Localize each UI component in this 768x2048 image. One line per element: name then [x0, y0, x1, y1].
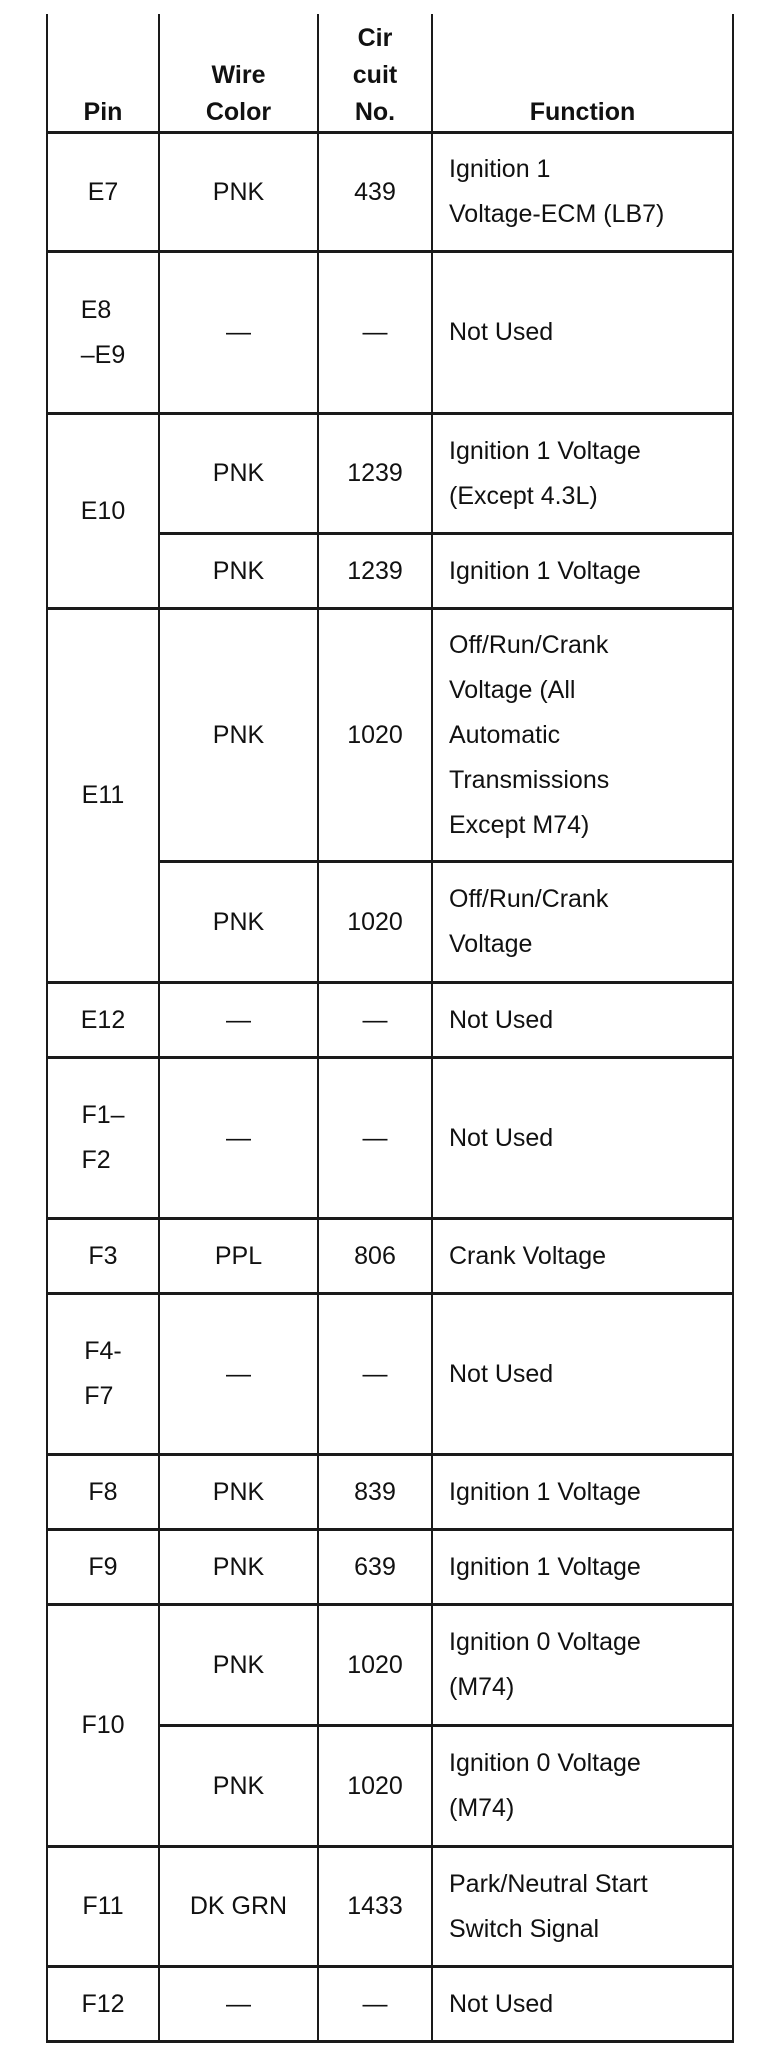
function-cell: Crank Voltage	[432, 1219, 733, 1294]
circuit-cell: 1239	[318, 534, 432, 609]
wire-color-cell: —	[159, 1294, 318, 1455]
pin-cell: E8 –E9	[47, 252, 159, 414]
pin-cell: E10	[47, 414, 159, 609]
table-header-row	[47, 14, 733, 133]
pin-cell: F3	[47, 1219, 159, 1294]
wire-color-cell: PNK	[159, 133, 318, 252]
function-cell: Not Used	[432, 1294, 733, 1455]
table-row	[47, 609, 733, 862]
header-wire-color: Wire Color	[159, 14, 318, 133]
circuit-cell: 839	[318, 1455, 432, 1530]
wire-color-cell: —	[159, 1967, 318, 2042]
function-cell: Off/Run/Crank Voltage (All Automatic Transmissions Except M74)	[432, 609, 733, 862]
function-cell: Not Used	[432, 252, 733, 414]
circuit-cell: —	[318, 1294, 432, 1455]
wire-color-cell: PNK	[159, 1455, 318, 1530]
pin-cell: F12	[47, 1967, 159, 2042]
function-cell: Ignition 1 Voltage	[432, 534, 733, 609]
pin-cell: F10	[47, 1605, 159, 1847]
function-cell: Ignition 1 Voltage	[432, 1530, 733, 1605]
table-row	[47, 1058, 733, 1219]
table-row	[47, 1967, 733, 2042]
wire-color-cell: —	[159, 1058, 318, 1219]
wire-color-cell: PNK	[159, 414, 318, 534]
table-row	[47, 414, 733, 534]
wire-color-cell: PNK	[159, 862, 318, 983]
circuit-cell: 639	[318, 1530, 432, 1605]
pin-cell: E11	[47, 609, 159, 983]
wire-color-cell: —	[159, 983, 318, 1058]
pin-cell: F1– F2	[47, 1058, 159, 1219]
circuit-cell: —	[318, 1967, 432, 2042]
pin-cell: F8	[47, 1455, 159, 1530]
table-row	[47, 1219, 733, 1294]
function-cell: Park/Neutral Start Switch Signal	[432, 1847, 733, 1967]
wire-color-cell: PNK	[159, 534, 318, 609]
circuit-cell: 1239	[318, 414, 432, 534]
header-pin: Pin	[47, 14, 159, 133]
function-cell: Not Used	[432, 1967, 733, 2042]
pin-cell: F9	[47, 1530, 159, 1605]
pin-cell: E12	[47, 983, 159, 1058]
circuit-cell: —	[318, 983, 432, 1058]
header-function: Function	[432, 14, 733, 133]
circuit-cell: 1020	[318, 1605, 432, 1726]
function-cell: Ignition 0 Voltage (M74)	[432, 1726, 733, 1847]
circuit-cell: —	[318, 252, 432, 414]
circuit-cell: 806	[318, 1219, 432, 1294]
function-cell: Not Used	[432, 1058, 733, 1219]
function-cell: Ignition 1 Voltage (Except 4.3L)	[432, 414, 733, 534]
circuit-cell: 1020	[318, 862, 432, 983]
circuit-cell: 439	[318, 133, 432, 252]
table-row	[47, 1294, 733, 1455]
circuit-cell: 1020	[318, 609, 432, 862]
header-circuit-no: Cir cuit No.	[318, 14, 432, 133]
wire-color-cell: PNK	[159, 1530, 318, 1605]
wire-color-cell: PNK	[159, 1605, 318, 1726]
table-row	[47, 252, 733, 414]
circuit-cell: 1020	[318, 1726, 432, 1847]
function-cell: Not Used	[432, 983, 733, 1058]
table-row	[47, 1605, 733, 1726]
pin-cell: F11	[47, 1847, 159, 1967]
table-row	[47, 1455, 733, 1530]
circuit-cell: 1433	[318, 1847, 432, 1967]
wire-color-cell: PNK	[159, 1726, 318, 1847]
wire-color-cell: DK GRN	[159, 1847, 318, 1967]
function-cell: Ignition 0 Voltage (M74)	[432, 1605, 733, 1726]
wire-color-cell: —	[159, 252, 318, 414]
wire-color-cell: PPL	[159, 1219, 318, 1294]
function-cell: Ignition 1 Voltage-ECM (LB7)	[432, 133, 733, 252]
function-cell: Ignition 1 Voltage	[432, 1455, 733, 1530]
table-row	[47, 1530, 733, 1605]
function-cell: Off/Run/Crank Voltage	[432, 862, 733, 983]
pin-cell: F4- F7	[47, 1294, 159, 1455]
table-row	[47, 983, 733, 1058]
pin-cell: E7	[47, 133, 159, 252]
wire-color-cell: PNK	[159, 609, 318, 862]
table-row	[47, 1847, 733, 1967]
table-row	[47, 133, 733, 252]
connector-pinout-table	[46, 14, 734, 2043]
circuit-cell: —	[318, 1058, 432, 1219]
